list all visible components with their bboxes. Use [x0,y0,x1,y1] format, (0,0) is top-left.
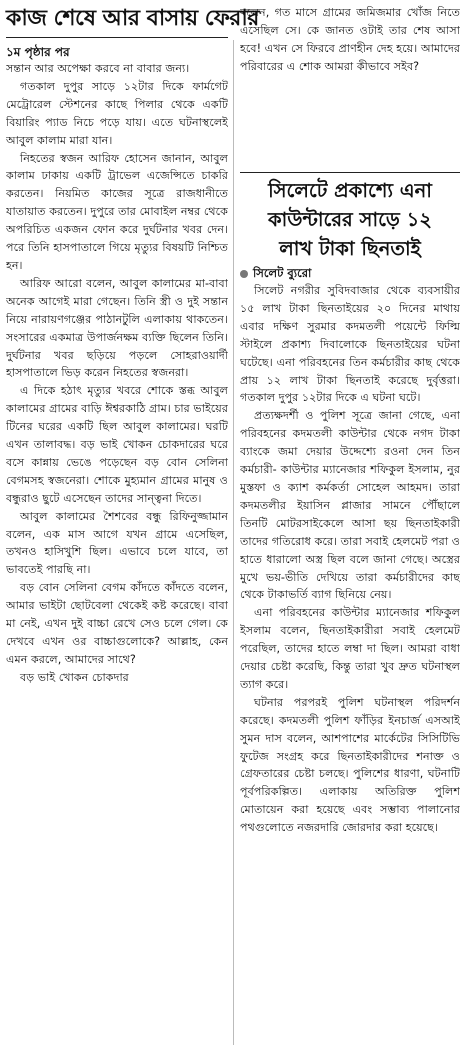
left-paragraph: বড় ভাই খোকন চোকদার [20,670,129,684]
left-paragraph: এ দিকে হঠাৎ মৃত্যুর খবরে শোকে স্তব্ধ আবুল কালামের গ্রামের বাড়ি ঈশ্বরকাঠি গ্রাম। চার ভাইয়ের টিনের ঘরের একটি ছিল আবুল কালামের। ঘরটি এখন তালাবদ্ধ। বড় ভাই খোকন চোকদারের ঘরে বসে কান্নায় ভেঙে পড়েছেন বড় বোন সেলিনা বেগমসহ স্বজনেরা। শোকে মুহ্যমান গ্রামের মানুষ ও বন্ধুরাও ছুটে এসেছেন তাদের সান্ত্বনা দিতে। [6,384,228,505]
headline-line: লাখ টাকা ছিনতাই [279,237,421,260]
right-article-headline [240,176,460,263]
right-paragraph: প্রত্যক্ষদর্শী ও পুলিশ সূত্রে জানা গেছে, এনা পরিবহনের কদমতলী কাউন্টার থেকে নগদ টাকা ব্যাংকে জমা দেয়ার উদ্দেশ্যে রওনা দেন তিন কর্মচারী- কাউন্টার ম্যানেজার শফিকুল ইসলাম, নুর মুস্তফা ও ক্যাশ কর্মকর্তা সোহেল আহমদ। তারা কদমতলীর ইয়াসিন প্লাজার সামনে পৌঁছালে তিনটি মোটরসাইকেলে আসা ছয় ছিনতাইকারী তাদের গতিরোধ করে। তারা সবাই হেলমেট পরা ও হাতে ধারালো অস্ত্র ছিল বলে জানা গেছে। অস্ত্রের মুখে ভয়-ভীতি দেখিয়ে তারা কর্মচারীদের কাছ থেকে টাকাভর্তি ব্যাগ ছিনিয়ে নেয়। [240,409,460,602]
right-top-paragraph: বলেন, গত মাসে গ্রামের জমিজমার খোঁজ নিতে এসেছিল সে। কে জানত ওটাই তার শেষ আসা হবে! এখন সে ফিরবে প্রাণহীন দেহ হয়ে। আমাদের পরিবারের এ শোক আমরা কীভাবে সইব? [240,6,460,73]
headline-line: সিলেটে প্রকাশ্যে এনা [268,179,432,202]
byline [240,265,460,282]
left-paragraph: আবুল কালামের শৈশবের বন্ধু রিফিনুজ্জামান বলেন, এক মাস আগে যখন গ্রামে এসেছিল, তখনও হাসিখুশি ছিল। এভাবে চলে যাবে, তা ভাবতেই পারছি না। [6,509,228,577]
left-article-body [6,44,228,1044]
left-paragraph: সন্তান আর অপেক্ষা করবে না বাবার জন্য। [6,62,190,75]
bullet-icon [240,270,248,278]
right-paragraph: সিলেট নগরীর সুবিদবাজার থেকে ব্যবসায়ীর ১৫ লাখ টাকা ছিনতাইয়ের ২০ দিনের মাথায় এবার দক্ষিণ সুরমার কদমতলী পয়েন্টে ফিল্মি স্টাইলে প্রকাশ্য দিবালোকে ছিনতাইয়ের ঘটনা ঘটেছে। এনা পরিবহনের তিন কর্মচারীর কাছ থেকে প্রায় ১২ লাখ টাকা ছিনতাই করেছে দুর্বৃত্তরা। গতকাল দুপুর ১২টার দিকে এ ঘটনা ঘটে। [240,284,460,405]
headline-rule [6,37,228,38]
right-continuation-body [240,4,460,172]
left-article-headline: কাজ শেষে আর বাসায় ফেরার [6,6,259,31]
left-paragraph: বড় বোন সেলিনা বেগম কাঁদতে কাঁদতে বলেন, আমার ভাইটা ছোটবেলা থেকেই কষ্ট করেছে। বাবা মা নেই, এখন দুই বাচ্চা রেখে সেও চলে গেল। কে দেখবে এখন ওর বাচ্চাগুলোকে? আল্লাহ, কেন এমন করলে, আমাদের সাথে? [6,581,228,666]
section-rule [240,172,460,173]
byline-text: সিলেট ব্যুরো [253,266,312,280]
continued-from-label: ১ম পৃষ্ঠার পর [6,45,70,59]
left-paragraph: নিহতের স্বজন আরিফ হোসেন জানান, আবুল কালাম ঢাকায় একটি ট্রাভেল এজেন্সিতে চাকরি করতেন। নিয়মিত কাজের সূত্রে রাজধানীতে যাতায়াত করতেন। দুপুরে তার মোবাইল নম্বর থেকে অপরিচিত একজন ফোন করে দুর্ঘটনার খবর দেন। পরে তিনি হাসপাতালে গিয়ে মৃত্যুর বিষয়টি নিশ্চিত হন। [6,151,228,272]
column-divider [233,40,234,1045]
right-paragraph: এনা পরিবহনের কাউন্টার ম্যানেজার শফিকুল ইসলাম বলেন, ছিনতাইকারীরা সবাই হেলমেট পরেছিল, তাদের হাতে লম্বা দা ছিল। আমরা বাধা দেয়ার চেষ্টা করেছি, কিন্তু তারা খুব দ্রুত ঘটনাস্থল ত্যাগ করে। [240,606,460,691]
left-paragraph: গতকাল দুপুর সাড়ে ১২টার দিকে ফার্মগেট মেট্রোরেল স্টেশনের কাছে পিলার থেকে একটি বিয়ারিং প্যাড নিচে পড়ে যায়। এতে ঘটনাস্থলেই আবুল কালাম মারা যান। [6,79,228,147]
right-article-body [240,265,460,1045]
right-paragraph: ঘটনার পরপরই পুলিশ ঘটনাস্থল পরিদর্শন করেছে। কদমতলী পুলিশ ফাঁড়ির ইনচার্জ এসআই সুমন দাস বলেন, আশপাশের মার্কেটের সিসিটিভি ফুটেজ সংগ্রহ করে ছিনতাইকারীদের শনাক্ত ও গ্রেফতারের চেষ্টা চলছে। পুলিশের ধারণা, ঘটনাটি পূর্বপরিকল্পিত। এলাকায় অতিরিক্ত পুলিশ মোতায়েন করা হয়েছে এবং সম্ভাব্য পালানোর পথগুলোতে নজরদারি জোরদার করা হয়েছে। [240,695,460,835]
headline-line: কাউন্টারের সাড়ে ১২ [268,208,432,231]
left-paragraph: আরিফ আরো বলেন, আবুল কালামের মা-বাবা অনেক আগেই মারা গেছেন। তিনি স্ত্রী ও দুই সন্তান নিয়ে নারায়ণগঞ্জের পাঠানটুলি এলাকায় থাকতেন। সংসারের একমাত্র উপার্জনক্ষম ব্যক্তি ছিলেন তিনি। দুর্ঘটনার খবর ছড়িয়ে পড়লে সোহরাওয়ার্দী হাসপাতালে ভিড় করেন নিহতের স্বজনরা। [6,276,228,380]
